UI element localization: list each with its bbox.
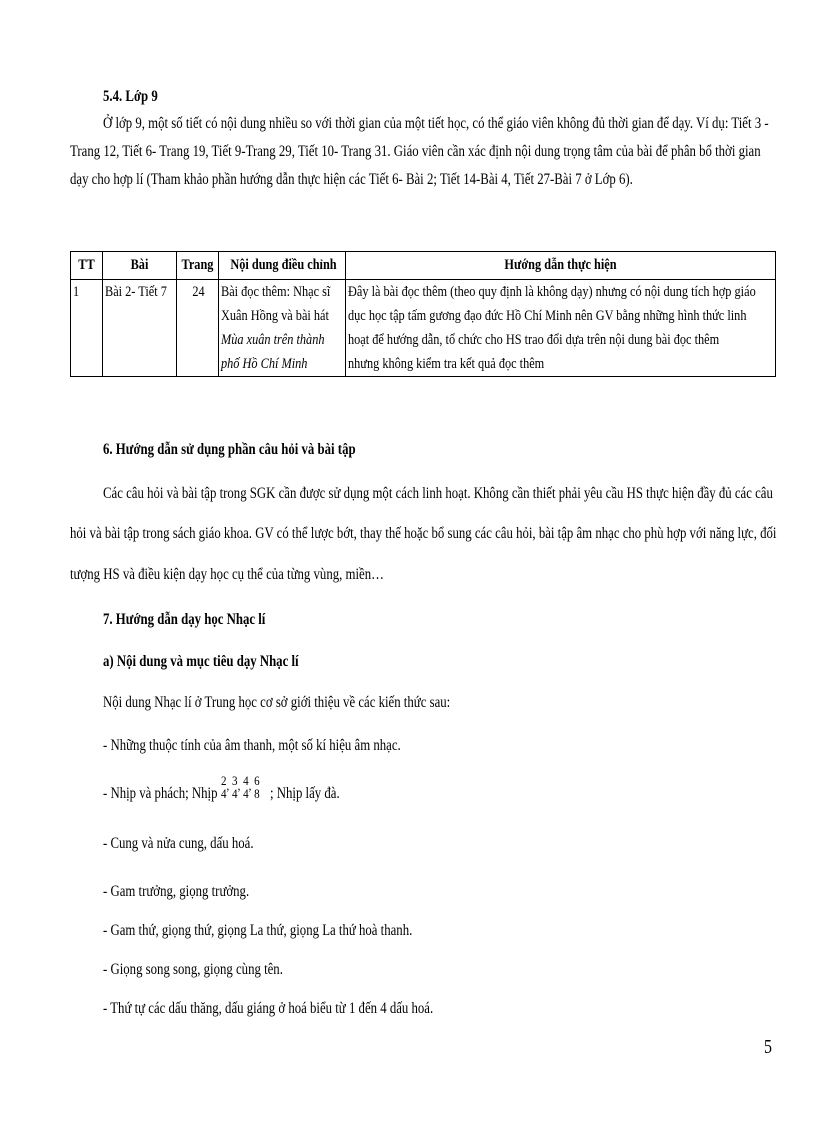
section-6-line-2: hỏi và bài tập trong sách giáo khoa. GV có thể lược bớt, thay thế hoặc bổ sung các câu hỏi, bài tập âm nhạc cho phù hợp với năng lực, đối [70,525,777,542]
time-signatures: 2 4 , 3 4 , 4 4 , 6 8 [221,773,260,801]
section-5-4-line-1: Ở lớp 9, một số tiết có nội dung nhiều so với thời gian của một tiết học, có thể giáo viên không đủ thời gian để dạy. Ví dụ: Tiết 3 - [103,115,769,132]
section-7-intro: Nội dung Nhạc lí ở Trung học cơ sở giới thiệu về các kiến thức sau: [103,694,451,711]
section-5-4-heading: 5.4. Lớp 9 [103,88,158,105]
time-signature-2-4: 2 4 [221,773,227,801]
header-noi-dung: Nội dung điều chỉnh [219,252,346,280]
list-item: - Thứ tự các dấu thăng, dấu giáng ở hoá biểu từ 1 đến 4 dấu hoá. [103,1000,434,1017]
header-huong-dan: Hướng dẫn thực hiện [346,252,776,280]
cell-trang: 24 [177,280,219,377]
cell-huong-dan: Đây là bài đọc thêm (theo quy định là không dạy) nhưng có nội dung tích hợp giáo dục học tập tấm gương đạo đức Hồ Chí Minh nên GV bằng những hình thức linh hoạt để hướng dẫn, tổ chức cho HS trao đổi dựa trên nội dung bài đọc thêm nhưng không kiểm tra kết quả đọc thêm [346,280,776,377]
meter-item-suffix: ; Nhịp lấy đà. [270,785,340,802]
section-5-4-line-2: Trang 12, Tiết 6- Trang 19, Tiết 9-Trang 29, Tiết 10- Trang 31. Giáo viên cần xác định nội dung trọng tâm của bài để phân bổ thời gian [70,143,761,160]
section-6-line-1: Các câu hỏi và bài tập trong SGK cần được sử dụng một cách linh hoạt. Không cần thiết phải yêu cầu HS thực hiện đầy đủ các câu [103,485,773,502]
list-item-meter: - Nhịp và phách; Nhịp [103,785,218,802]
adjustment-table [70,251,776,377]
cell-bai: Bài 2- Tiết 7 [103,280,177,377]
header-tt: TT [71,252,103,280]
section-5-4-line-3: dạy cho hợp lí (Tham khảo phần hướng dẫn thực hiện các Tiết 6- Bài 2; Tiết 14-Bài 4, Tiết 27-Bài 7 ở Lớp 6). [70,171,633,188]
section-7a-heading: a) Nội dung và mục tiêu dạy Nhạc lí [103,653,299,670]
cell-tt: 1 [71,280,103,377]
cell-noi-dung: Bài đọc thêm: Nhạc sĩ Xuân Hồng và bài hát Mùa xuân trên thành phố Hồ Chí Minh [219,280,346,377]
list-item: - Giọng song song, giọng cùng tên. [103,961,283,978]
section-7-heading: 7. Hướng dẫn dạy học Nhạc lí [103,611,266,628]
header-bai: Bài [103,252,177,280]
list-item: - Gam trưởng, giọng trưởng. [103,883,250,900]
time-signature-4-4: 4 4 [243,773,249,801]
section-6-line-3: tượng HS và điều kiện dạy học cụ thể của từng vùng, miền… [70,566,384,583]
header-trang: Trang [177,252,219,280]
list-item: - Gam thứ, giọng thứ, giọng La thứ, giọng La thứ hoà thanh. [103,922,413,939]
time-signature-3-4: 3 4 [232,773,238,801]
table-header-row [71,252,776,280]
list-item: - Cung và nửa cung, dấu hoá. [103,835,254,852]
section-6-heading: 6. Hướng dẫn sử dụng phần câu hỏi và bài tập [103,441,356,458]
time-signature-6-8: 6 8 [254,773,260,801]
page-number: 5 [764,1036,772,1058]
list-item: - Những thuộc tính của âm thanh, một số kí hiệu âm nhạc. [103,737,401,754]
table-row [71,280,776,377]
